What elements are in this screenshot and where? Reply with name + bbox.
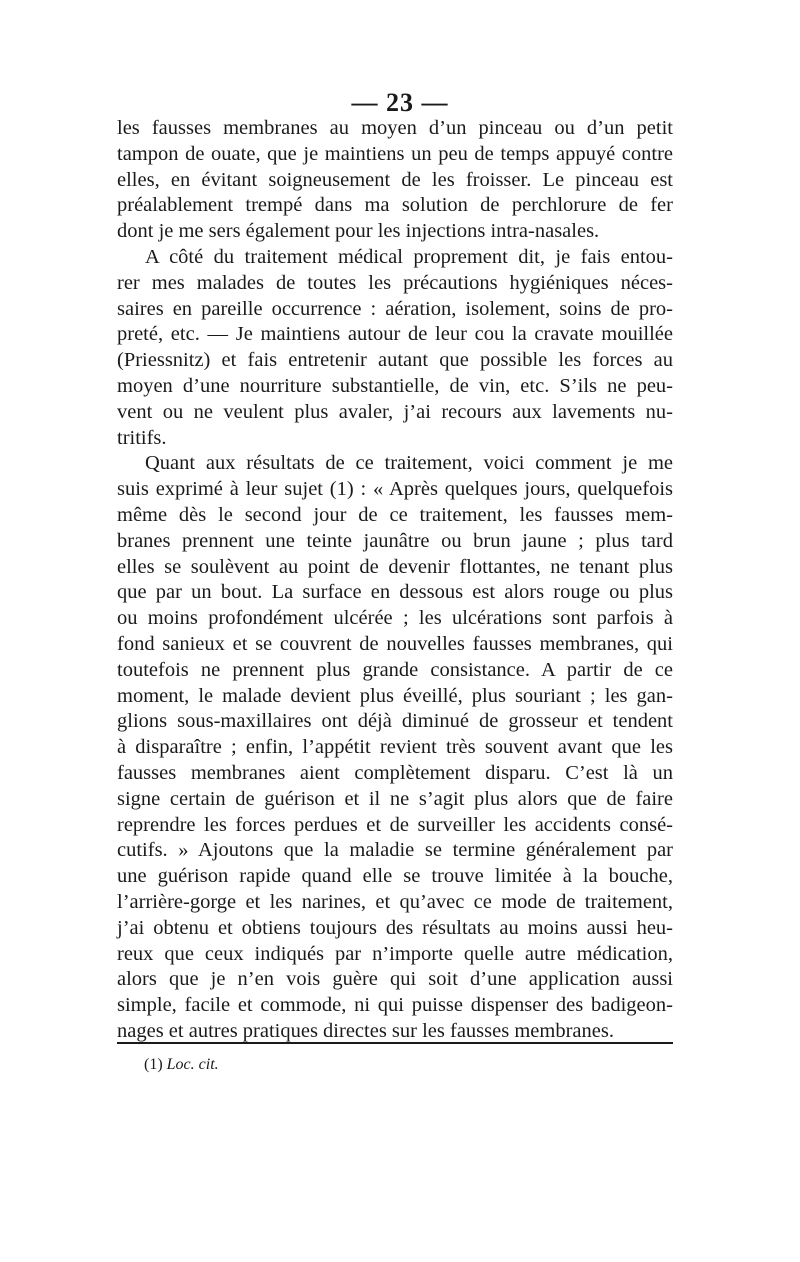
- text-line: moment, le malade devient plus éveillé, plus souriant ; les gan-: [117, 684, 673, 707]
- text-line: reprendre les forces perdues et de surveiller les accidents consé-: [117, 813, 673, 836]
- text-line: preté, etc. — Je maintiens autour de leur cou la cravate mouillée: [117, 323, 673, 346]
- footnote-citation: Loc. cit.: [166, 1056, 219, 1073]
- text-line: dont je me sers également pour les injections intra-nasales.: [117, 220, 600, 243]
- text-line: l’arrière-gorge et les narines, et qu’avec ce mode de traitement,: [117, 890, 673, 913]
- text-line: alors que je n’en vois guère qui soit d’une application aussi: [117, 968, 673, 991]
- text-line: fond sanieux et se couvrent de nouvelles fausses membranes, qui: [117, 632, 673, 655]
- text-line: saires en pareille occurrence : aération, isolement, soins de pro-: [117, 297, 673, 320]
- footnote-marker: (1): [144, 1056, 163, 1073]
- text-line: préalablement trempé dans ma solution de perchlorure de fer: [117, 194, 673, 217]
- text-line: Quant aux résultats de ce traitement, voici comment je me: [145, 452, 673, 475]
- text-line: tampon de ouate, que je maintiens un peu de temps appuyé contre: [117, 142, 673, 165]
- text-line: elles se soulèvent au point de devenir flottantes, ne tenant plus: [117, 555, 673, 578]
- text-line: elles, en évitant soigneusement de les froisser. Le pinceau est: [117, 168, 673, 191]
- body-text: [117, 116, 673, 1045]
- text-line: suis exprimé à leur sujet (1) : « Après quelques jours, quelquefois: [117, 478, 673, 501]
- page-number: — 23 —: [351, 88, 449, 117]
- text-line: (Priessnitz) et fais entretenir autant que possible les forces au: [117, 349, 673, 372]
- text-line: simple, facile et commode, ni qui puisse dispenser des badigeon-: [117, 994, 673, 1017]
- text-line: à disparaître ; enfin, l’appétit revient très souvent avant que les: [117, 736, 673, 759]
- text-line: reux que ceux indiqués par n’importe quelle autre médication,: [117, 942, 673, 965]
- text-line: j’ai obtenu et obtiens toujours des résultats au moins aussi heu-: [117, 916, 673, 939]
- text-line: nages et autres pratiques directes sur les fausses membranes.: [117, 1019, 614, 1042]
- text-line: A côté du traitement médical proprement dit, je fais entou-: [145, 245, 673, 268]
- text-line: fausses membranes aient complètement disparu. C’est là un: [117, 761, 673, 784]
- text-line: les fausses membranes au moyen d’un pinceau ou d’un petit: [117, 117, 673, 139]
- text-line: branes prennent une teinte jaunâtre ou brun jaune ; plus tard: [117, 529, 673, 552]
- footnote: [144, 1054, 219, 1076]
- text-line: que par un bout. La surface en dessous est alors rouge ou plus: [117, 581, 673, 604]
- text-line: cutifs. » Ajoutons que la maladie se termine généralement par: [117, 839, 673, 862]
- text-line: rer mes malades de toutes les précautions hygiéniques néces-: [117, 271, 673, 294]
- footnote-divider: [117, 1042, 673, 1044]
- text-line: ou moins profondément ulcérée ; les ulcérations sont parfois à: [117, 607, 673, 630]
- text-line: même dès le second jour de ce traitement, les fausses mem-: [117, 503, 673, 526]
- text-line: une guérison rapide quand elle se trouve limitée à la bouche,: [117, 865, 673, 888]
- text-line: toutefois ne prennent plus grande consistance. A partir de ce: [117, 658, 673, 681]
- text-line: glions sous-maxillaires ont déjà diminué de grosseur et tendent: [117, 710, 673, 733]
- text-line: signe certain de guérison et il ne s’agit plus alors que de faire: [117, 787, 673, 810]
- text-line: tritifs.: [117, 426, 167, 449]
- text-line: vent ou ne veulent plus avaler, j’ai recours aux lavements nu-: [117, 400, 673, 423]
- text-line: moyen d’une nourriture substantielle, de vin, etc. S’ils ne peu-: [117, 374, 673, 397]
